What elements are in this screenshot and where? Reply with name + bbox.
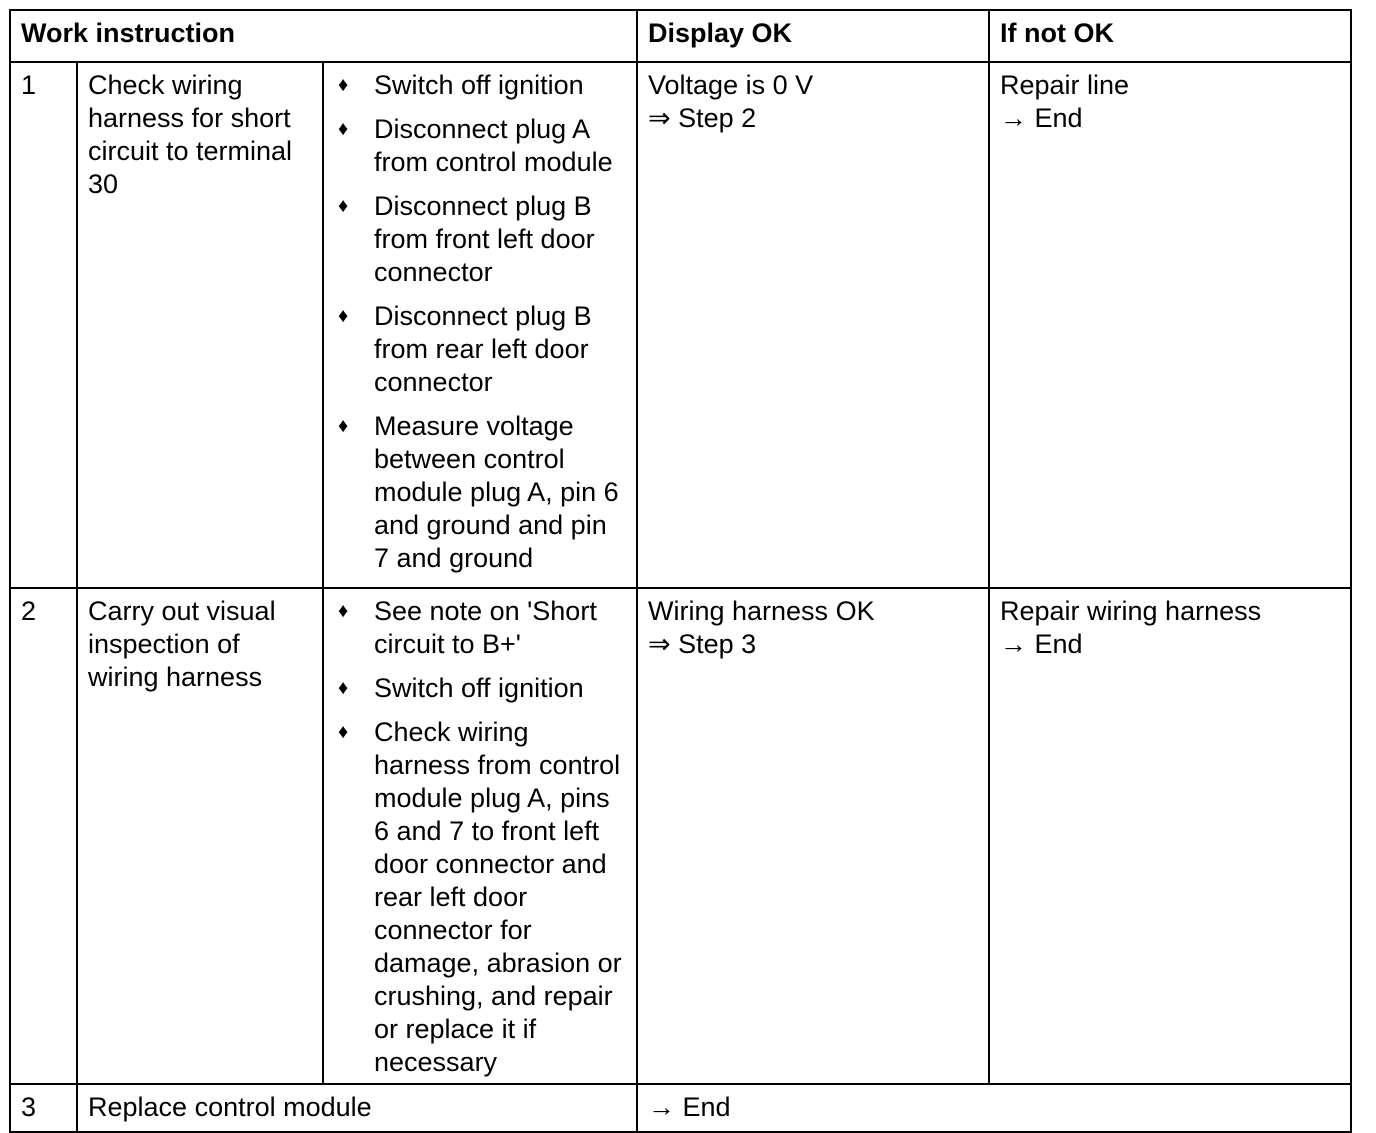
list-item: ♦ See note on 'Short circuit to B+' [338, 596, 597, 659]
work-instruction-table [9, 9, 1352, 1133]
if-not-ok-cell [989, 588, 1351, 1084]
step-number: 3 [10, 1084, 77, 1132]
bullet-diamond-icon: ♦ [338, 721, 349, 743]
if-not-ok-next-step: → End [1000, 629, 1083, 659]
display-ok-next-step: ⇒ Step 3 [648, 629, 757, 659]
table-row [10, 62, 1351, 588]
display-ok-next-step: → End [648, 1092, 731, 1122]
table-header-row [10, 10, 1351, 62]
step-description: Carry out visual inspection of wiring harness [77, 588, 323, 1084]
if-not-ok-text: Repair line [1000, 70, 1130, 100]
display-ok-text: Voltage is 0 V [648, 70, 814, 100]
step-description: Check wiring harness for short circuit to terminal 30 [77, 62, 323, 588]
list-item: ♦ Disconnect plug A from control module [338, 114, 613, 177]
bullet-diamond-icon: ♦ [338, 600, 349, 622]
header-work-instruction: Work instruction [10, 10, 637, 62]
table-row [10, 1084, 1351, 1132]
list-item: ♦ Disconnect plug B from rear left door connector [338, 301, 592, 397]
bullet-diamond-icon: ♦ [338, 415, 349, 437]
step-description: Replace control module [77, 1084, 637, 1132]
if-not-ok-text: Repair wiring harness [1000, 596, 1262, 626]
action-list [334, 595, 626, 1079]
display-ok-cell [637, 588, 989, 1084]
header-if-not-ok: If not OK [989, 10, 1351, 62]
bullet-diamond-icon: ♦ [338, 118, 349, 140]
bullet-diamond-icon: ♦ [338, 677, 349, 699]
list-item: ♦ Measure voltage between control module plug A, pin 6 and ground and pin 7 and ground [338, 411, 619, 573]
list-item: ♦ Switch off ignition [338, 70, 584, 100]
list-item: ♦ Check wiring harness from control module plug A, pins 6 and 7 to front left door connector and rear left door connector for damage, abrasion or crushing, and repair or replace it if necessary [338, 717, 622, 1077]
list-item: ♦ Switch off ignition [338, 673, 584, 703]
step-actions [323, 588, 637, 1084]
bullet-diamond-icon: ♦ [338, 195, 349, 217]
step-actions [323, 62, 637, 588]
display-ok-cell [637, 1084, 1351, 1132]
display-ok-text: Wiring harness OK [648, 596, 875, 626]
display-ok-cell [637, 62, 989, 588]
step-number: 1 [10, 62, 77, 588]
if-not-ok-cell [989, 62, 1351, 588]
step-number: 2 [10, 588, 77, 1084]
bullet-diamond-icon: ♦ [338, 305, 349, 327]
display-ok-next-step: ⇒ Step 2 [648, 103, 757, 133]
if-not-ok-next-step: → End [1000, 103, 1083, 133]
table-row [10, 588, 1351, 1084]
bullet-diamond-icon: ♦ [338, 74, 349, 96]
list-item: ♦ Disconnect plug B from front left door connector [338, 191, 595, 287]
action-list [334, 69, 626, 575]
header-display-ok: Display OK [637, 10, 989, 62]
